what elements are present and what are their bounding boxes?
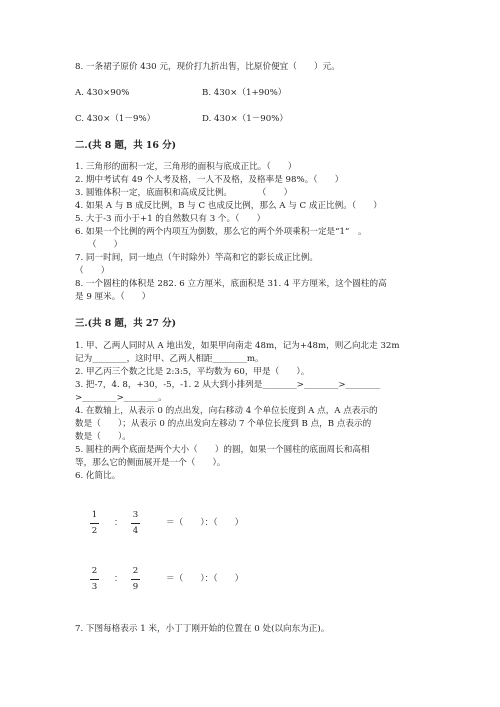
section-2-line: 3. 圆锥体积一定，底面积和高成反比例。 （ ） (75, 188, 293, 198)
numerator: 2 (132, 566, 139, 576)
fraction-three-quarters (131, 511, 140, 535)
option-c: C. 430×（1－9%） (75, 114, 156, 124)
ratio-colon: ： (114, 574, 123, 584)
section-3-line: 等，那么它的侧面展开是一个（ ）。 (75, 458, 226, 468)
fraction-bar (131, 579, 140, 580)
fraction-bar (90, 579, 99, 580)
option-b: B. 430×（1+90%） (202, 88, 287, 98)
section-3-line: 3. 把-7，4. 8，+30，-5，-1. 2 从大到小排列是________>________>________ (75, 380, 380, 390)
section-2-line: 8. 一个圆柱的体积是 282. 6 立方厘米，底面积是 31. 4 平方厘米，这个圆柱的高 (75, 279, 387, 289)
section-3-line: 记为________，这时甲、乙两人相距________m。 (75, 354, 264, 364)
denominator: 4 (132, 525, 139, 536)
option-a: A. 430×90% (75, 88, 130, 98)
section-3-line: 1. 甲、乙两人同时从 A 地出发，如果甲向南走 48m，记为+48m，则乙向北走 32m (75, 341, 400, 351)
ratio-colon: ： (114, 518, 123, 528)
section-2-line: 7. 同一时间，同一地点（午时除外）竿高和它的影长成正比例。 (75, 253, 318, 263)
section-3-line: 数是（ ）。 (75, 432, 131, 442)
section-2-title: 二.(共 8 题，共 16 分) (75, 140, 177, 151)
section-3-line: 6. 化简比。 (75, 471, 121, 481)
section-3-question-7: 7. 下图每格表示 1 米，小丁丁刚开始的位置在 0 处(以向东为正)。 (75, 624, 330, 634)
section-2-line: 是 9 厘米。（ ） (75, 292, 151, 302)
fraction-one-half (90, 511, 99, 535)
fraction-two-ninths (131, 567, 140, 591)
fraction-two-thirds (90, 567, 99, 591)
ratio-answer-blanks: ＝（ ）：（ ） (166, 518, 244, 528)
numerator: 3 (132, 510, 139, 520)
fraction-bar (131, 523, 140, 524)
section-2-line: （ ） (75, 240, 123, 250)
section-2-line: 1. 三角形的面积一定，三角形的面积与底成正比。（ ） (75, 162, 297, 172)
section-2-line: 6. 如果一个比例的两个内项互为倒数，那么它的两个外项乘积一定是“1” 。 (75, 227, 367, 237)
fraction-bar (90, 523, 99, 524)
section-3-line: 4. 在数轴上，从表示 0 的点出发，向右移动 4 个单位长度到 A 点，A 点表示的 (75, 406, 378, 416)
section-2-line: （ ） (75, 266, 110, 276)
question-8-stem: 8. 一条裙子原价 430 元，现价打九折出售，比原价便宜（ ）元。 (75, 62, 340, 72)
denominator: 3 (91, 581, 98, 592)
section-2-line: 2. 期中考试有 49 个人考及格，一人不及格，及格率是 98%。（ ） (75, 175, 344, 185)
numerator: 2 (91, 566, 98, 576)
section-3-line: 2. 甲乙丙三个数之比是 2:3:5，平均数为 60，甲是（ ）。 (75, 367, 310, 377)
denominator: 9 (132, 581, 139, 592)
section-3-line: 数是（ ）；从表示 0 的点出发向左移动 7 个单位长度到 B 点，B 点表示的 (75, 419, 372, 429)
section-2-line: 5. 大于-3 而小于+1 的自然数只有 3 个。（ ） (75, 214, 266, 224)
section-3-line: >________>________。 (75, 393, 167, 403)
denominator: 2 (91, 525, 98, 536)
option-d: D. 430×（1－90%） (202, 114, 289, 124)
numerator: 1 (91, 510, 98, 520)
ratio-answer-blanks: ＝（ ）：（ ） (166, 574, 244, 584)
section-2-line: 4. 如果 A 与 B 成反比例，B 与 C 也成反比例，那么 A 与 C 成正比例。（ ） (75, 201, 382, 211)
section-3-title: 三.(共 8 题，共 27 分) (75, 318, 177, 329)
section-3-line: 5. 圆柱的两个底面是两个大小（ ）的圆，如果一个圆柱的底面周长和高相 (75, 445, 370, 455)
